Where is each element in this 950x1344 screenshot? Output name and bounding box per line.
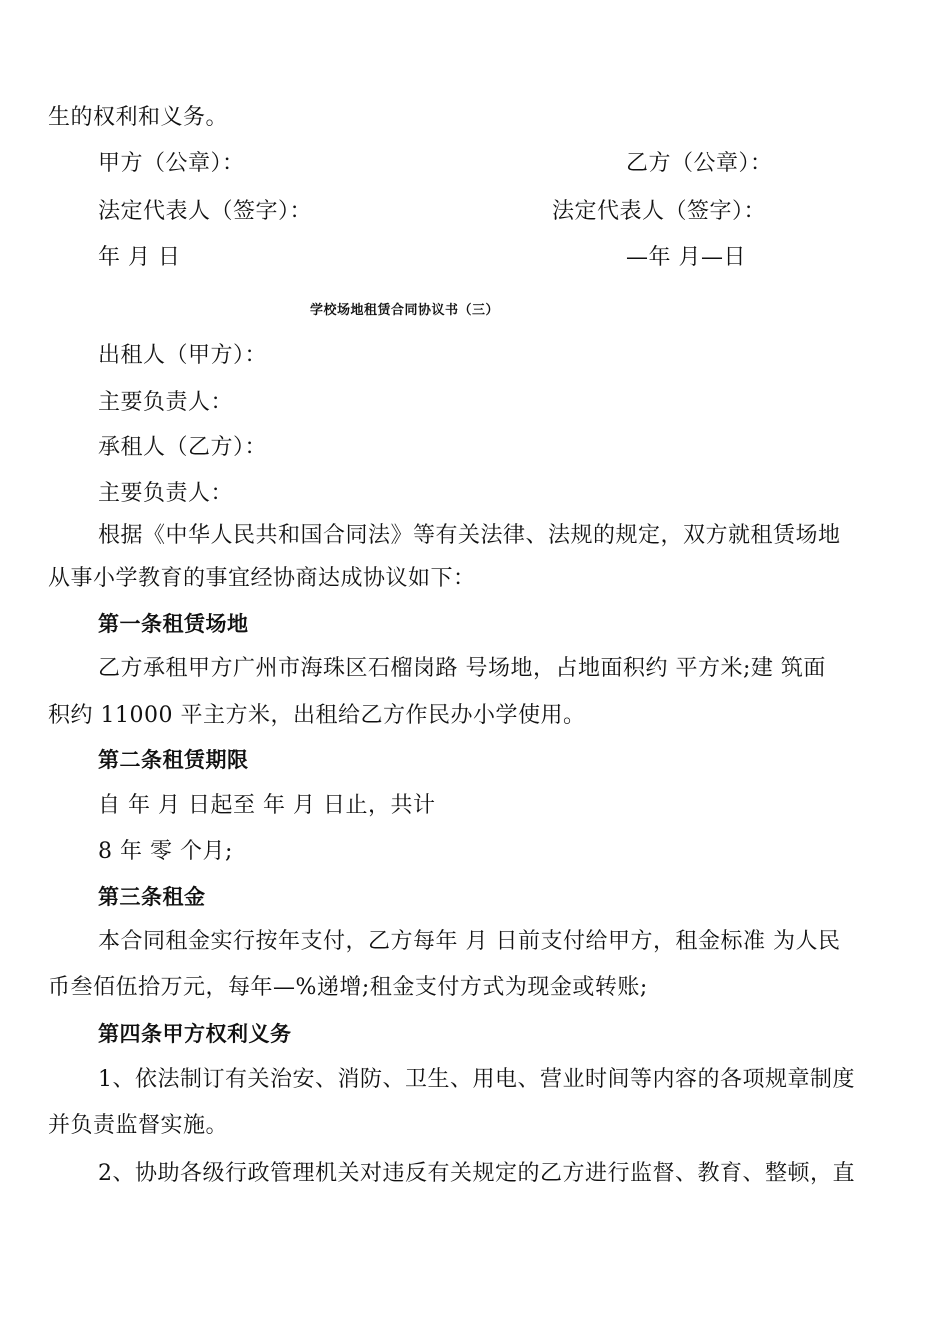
article-4-item-2-line-1: 2、协助各级行政管理机关对违反有关规定的乙方进行监督、教育、整顿，直 [98, 1161, 855, 1186]
article-2-line-1: 自 年 月 日起至 年 月 日止，共计 [98, 793, 436, 818]
article-3-title: 第三条租金 [98, 885, 206, 909]
article-1-line-1: 乙方承租甲方广州市海珠区石榴岗路 号场地，占地面积约 平方米;建 筑面 [98, 656, 826, 681]
lessee-line: 承租人（乙方）： [98, 435, 268, 460]
lessor-head-line: 主要负责人： [98, 390, 234, 415]
article-4-item-1-line-2: 并负责监督实施。 [48, 1113, 229, 1138]
preamble-line-1: 根据《中华人民共和国合同法》等有关法律、法规的规定，双方就租赁场地 [98, 523, 841, 548]
signature-party-a: 甲方（公章）： [98, 151, 245, 176]
article-3-line-2: 币叁佰伍拾万元，每年—%递增;租金支付方式为现金或转账; [48, 975, 648, 1000]
lessor-line: 出租人（甲方）： [98, 343, 268, 368]
article-1-title: 第一条租赁场地 [98, 612, 249, 636]
document-title: 学校场地租赁合同协议书（三） [310, 303, 500, 318]
article-2-title: 第二条租赁期限 [98, 748, 249, 772]
date-b: —年 月—日 [626, 245, 746, 270]
text-line: 生的权利和义务。 [48, 105, 229, 130]
article-4-item-1-line-1: 1、依法制订有关治安、消防、卫生、用电、营业时间等内容的各项规章制度 [98, 1067, 855, 1092]
article-1-line-2: 积约 11000 平主方米，出租给乙方作民办小学使用。 [48, 703, 586, 728]
lessee-head-line: 主要负责人： [98, 481, 234, 506]
article-4-title: 第四条甲方权利义务 [98, 1022, 292, 1046]
representative-a: 法定代表人（签字）： [98, 199, 313, 224]
representative-b: 法定代表人（签字）： [552, 199, 767, 224]
signature-party-b: 乙方（公章）： [626, 151, 773, 176]
date-a: 年 月 日 [98, 245, 181, 270]
preamble-line-2: 从事小学教育的事宜经协商达成协议如下： [48, 566, 476, 591]
article-2-line-2: 8 年 零 个月; [98, 839, 233, 864]
article-3-line-1: 本合同租金实行按年支付，乙方每年 月 日前支付给甲方，租金标准 为人民 [98, 929, 841, 954]
